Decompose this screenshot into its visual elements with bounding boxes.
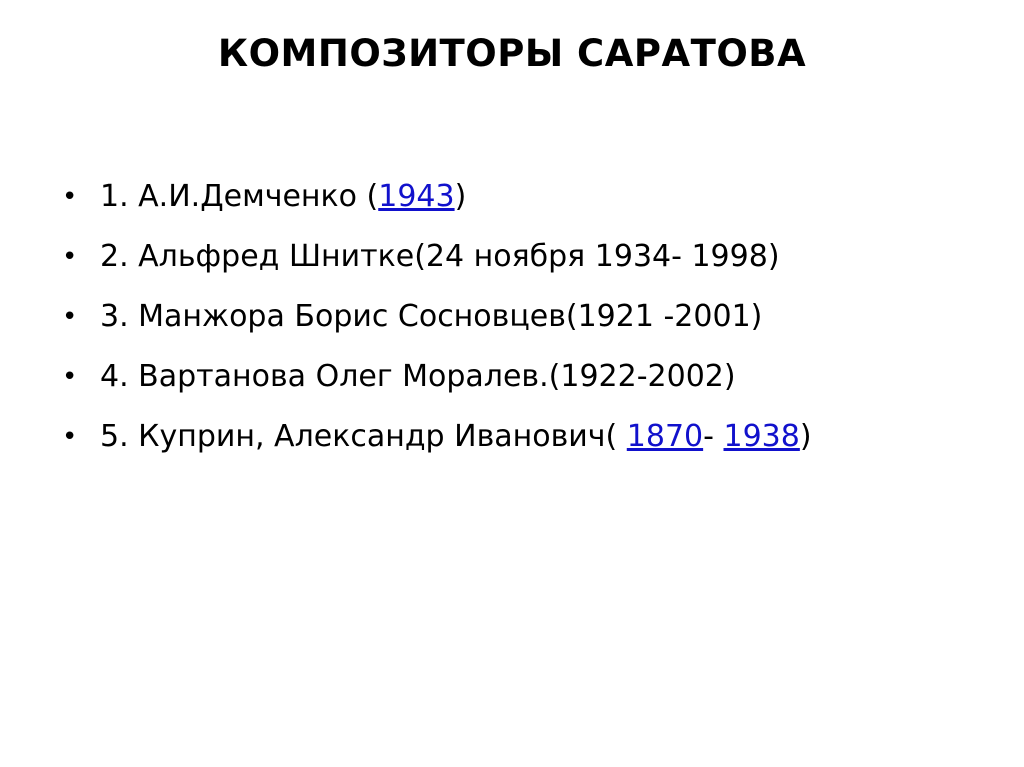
list-item	[52, 239, 992, 274]
year-link[interactable]: 1870	[626, 419, 704, 454]
list-item	[52, 179, 992, 214]
page-title: КОМПОЗИТОРЫ САРАТОВА	[217, 32, 807, 75]
list-item	[52, 419, 992, 454]
list-item-text: 1. А.И.Демченко (	[100, 179, 379, 214]
bullet-icon: •	[62, 362, 78, 392]
list-item-suffix: )	[454, 179, 467, 214]
list-item-text: 5. Куприн, Александр Иванович(	[100, 419, 627, 454]
composers-list	[52, 179, 992, 454]
list-item	[52, 299, 992, 334]
year-link[interactable]: 1943	[378, 179, 455, 214]
bullet-icon: •	[62, 422, 78, 452]
list-item-text: 4. Вартанова Олег Моралев.(1922-2002)	[100, 359, 736, 394]
bullet-icon: •	[62, 242, 78, 272]
bullet-icon: •	[62, 182, 78, 212]
list-item-text: 3. Манжора Борис Сосновцев(1921 -2001)	[100, 299, 763, 334]
list-item-suffix: )	[799, 419, 812, 454]
bullet-icon: •	[62, 302, 78, 332]
year-link-2[interactable]: 1938	[723, 419, 800, 454]
list-item-middle: -	[703, 419, 724, 454]
list-item-text: 2. Альфред Шнитке(24 ноября 1934- 1998)	[100, 239, 780, 274]
list-item	[52, 359, 992, 394]
